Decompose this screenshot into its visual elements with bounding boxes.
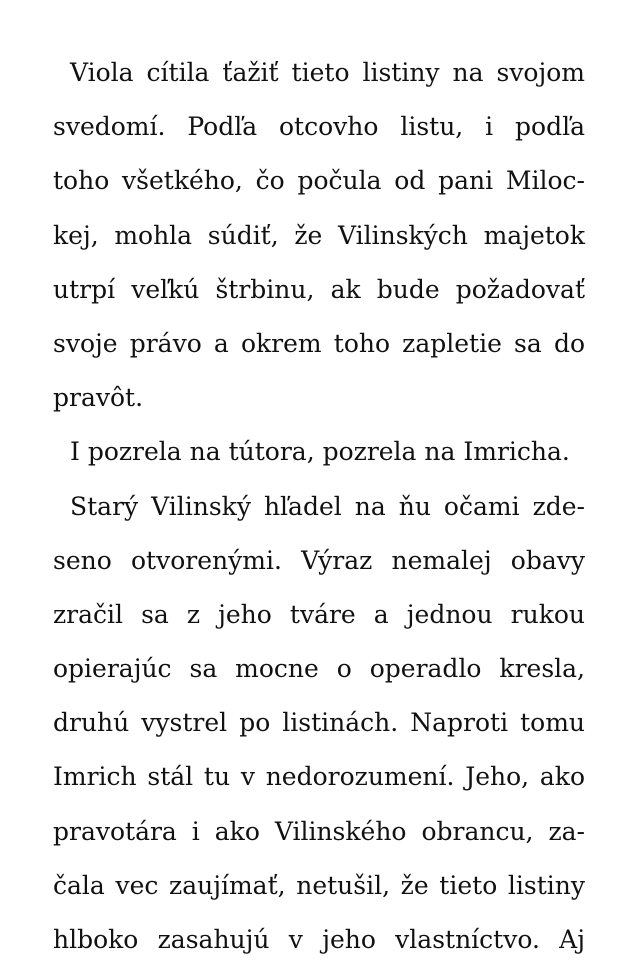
body-text	[53, 46, 585, 967]
text-line: čala vec zaujímať, netušil, že tieto listiny	[53, 870, 585, 900]
text-line: utrpí veľkú štrbinu, ak bude požadovať	[53, 274, 585, 304]
text-line: opierajúc sa mocne o operadlo kresla,	[53, 654, 585, 684]
text-line: Viola cítila ťažiť tieto listiny na svojom	[70, 58, 585, 87]
text-line: svedomí. Podľa otcovho listu, i podľa	[53, 112, 585, 142]
text-line: seno otvorenými. Výraz nemalej obavy	[53, 545, 585, 575]
text-line: I pozrela na tútora, pozrela na Imricha.	[70, 437, 570, 467]
text-line: hlboko zasahujú v jeho vlastníctvo. Aj	[53, 925, 585, 954]
text-line: svoje právo a okrem toho zapletie sa do	[53, 328, 585, 358]
text-line: kej, mohla súdiť, že Vilinských majetok	[53, 220, 585, 250]
text-line: toho všetkého, čo počula od pani Miloc-	[53, 166, 585, 196]
text-line: druhú vystrel po listinách. Naproti tomu	[53, 708, 585, 738]
text-line: zračil sa z jeho tváre a jednou rukou	[53, 599, 585, 629]
text-line: Starý Vilinský hľadel na ňu očami zde-	[70, 491, 585, 521]
text-line: Imrich stál tu v nedorozumení. Jeho, ako	[53, 762, 585, 792]
text-line: pravôt.	[53, 383, 144, 413]
text-line: pravotára i ako Vilinského obrancu, za-	[53, 816, 585, 846]
